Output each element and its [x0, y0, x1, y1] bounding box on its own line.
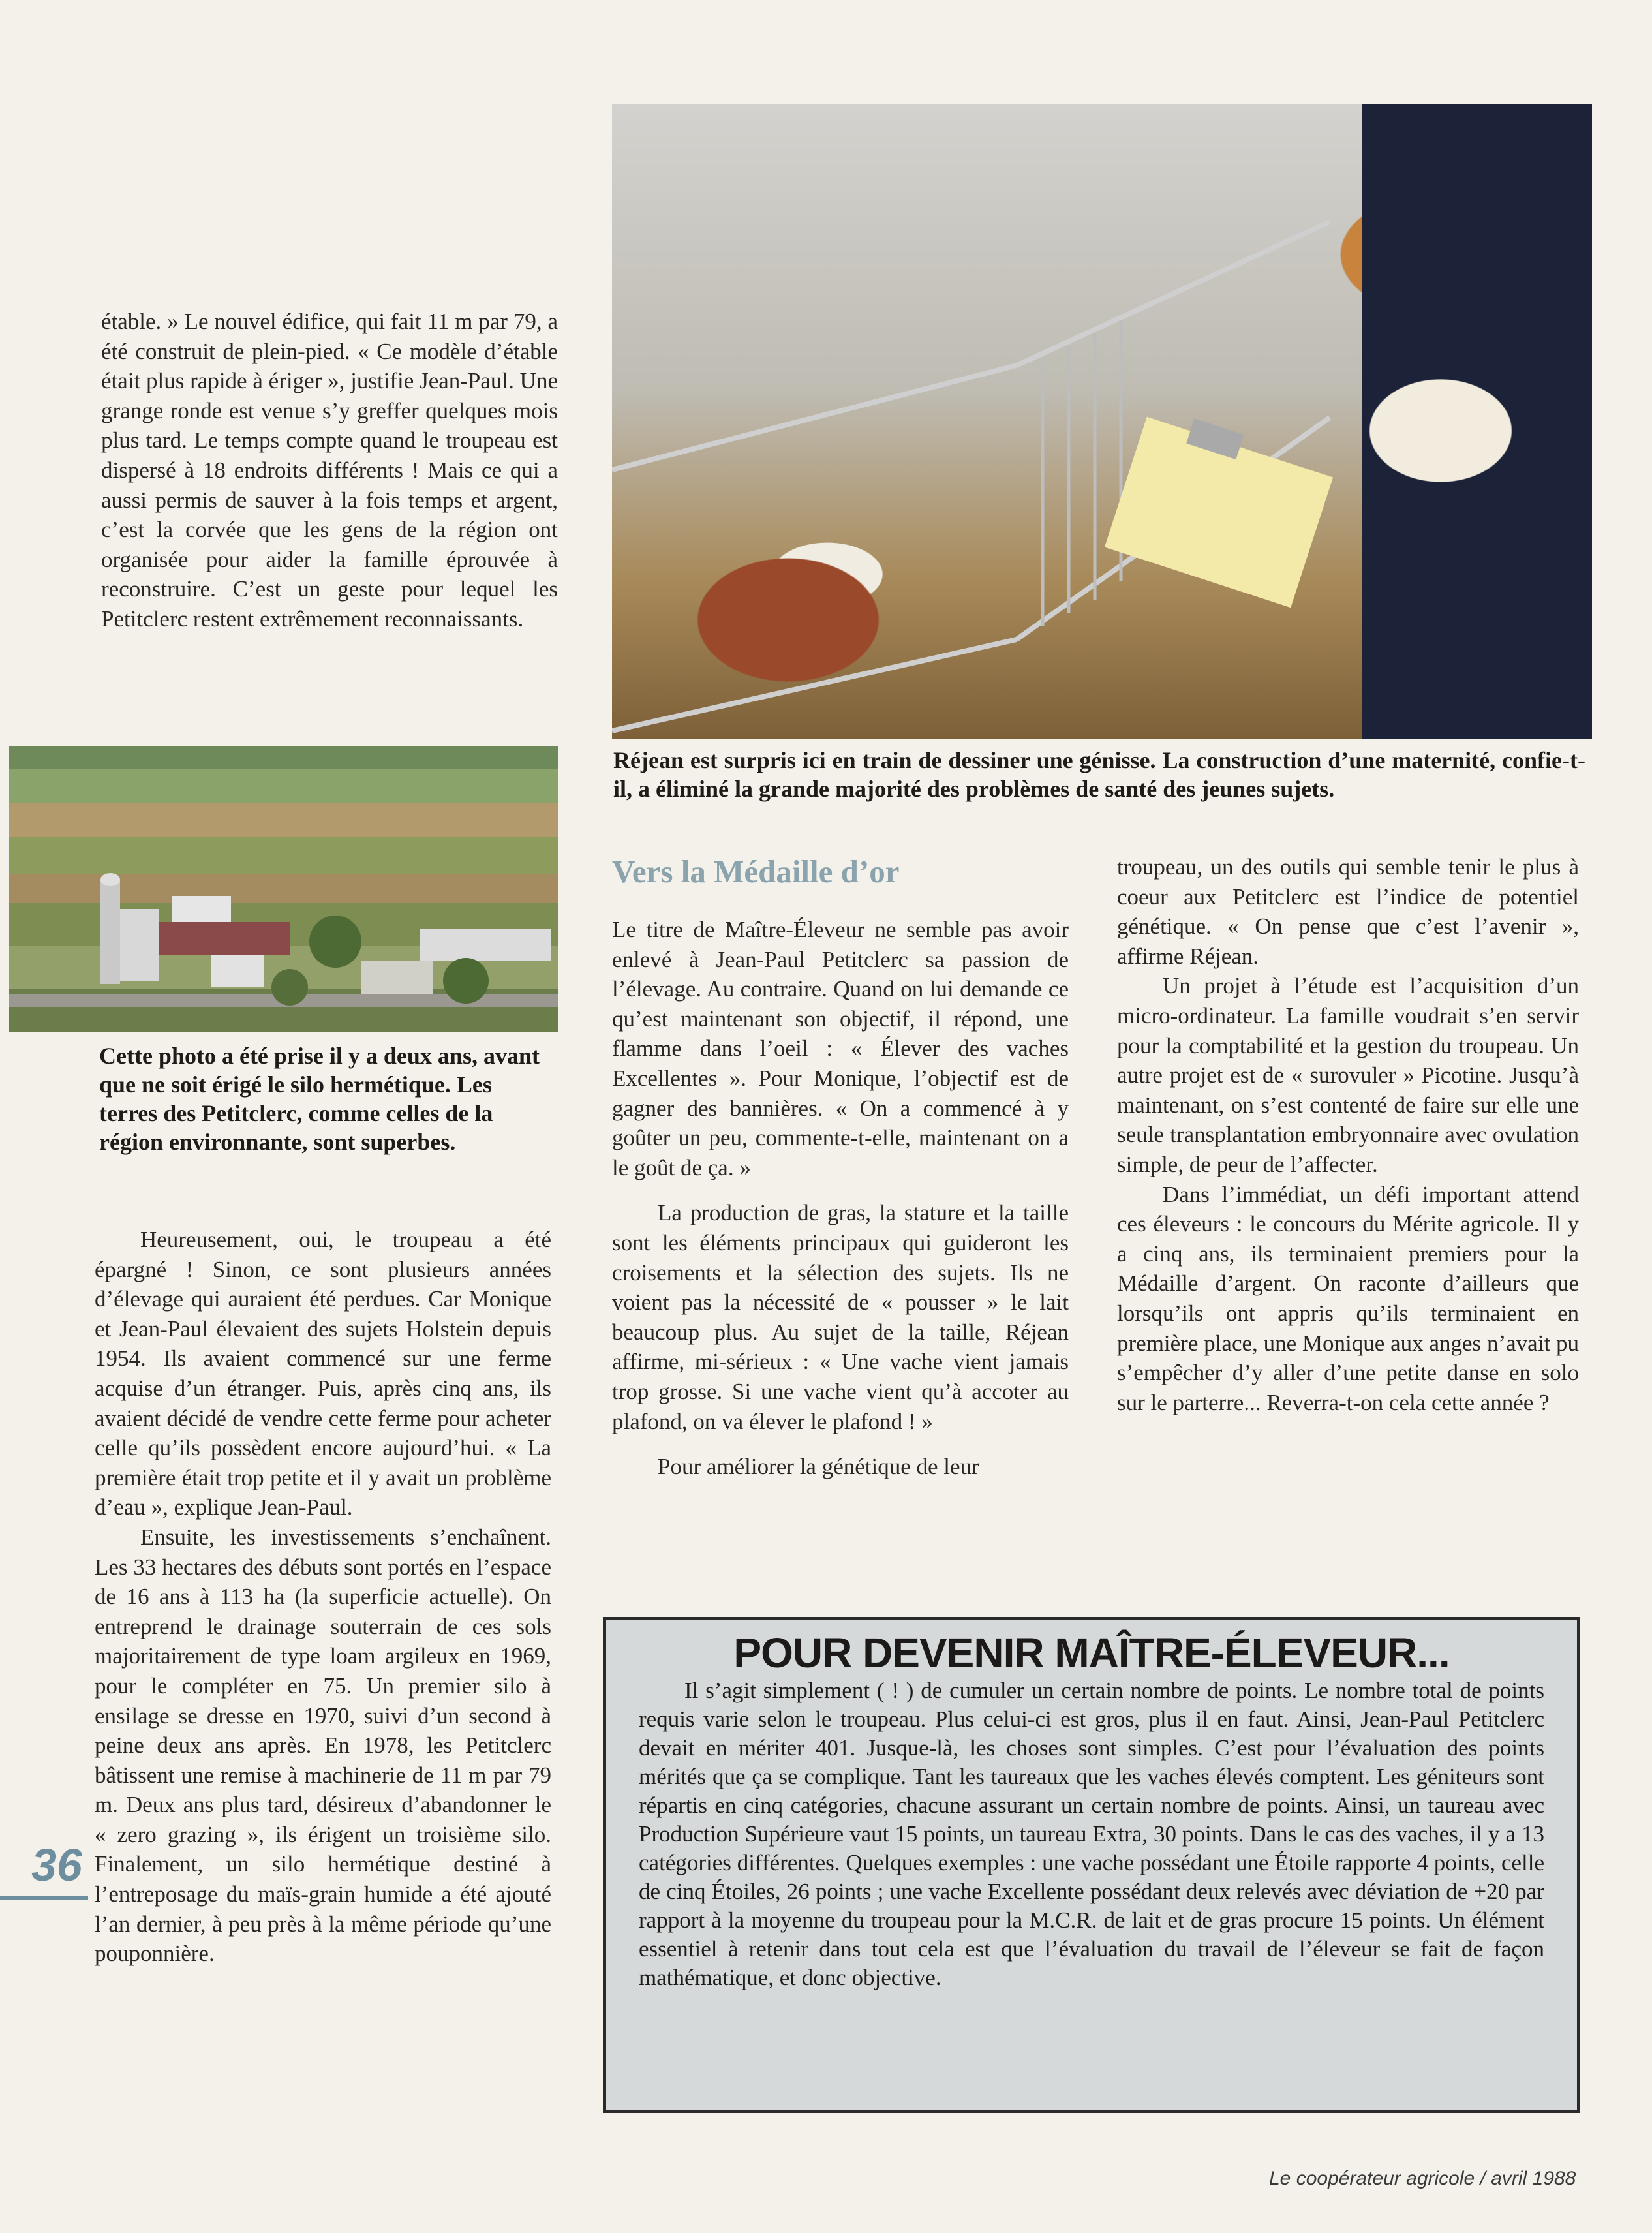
calf-photo-caption: Réjean est surpris ici en train de dessiner une génisse. La construction d’une maternité, confie-t-il, a éliminé la grande majorité des problèmes de santé des jeunes sujets. — [613, 747, 1585, 802]
calf-pen-illustration — [612, 104, 1592, 739]
sidebar-text: Il s’agit simplement ( ! ) de cumuler un certain nombre de points. Le nombre total de points requis varie selon le troupeau. Plus celui-ci est gros, plus il en faut. Ainsi, Jean-Paul Petitclerc devait en mériter 401. Jusque-là, les choses sont simples. C’est pour l’évaluation des points mérités que ça se complique. Tant les taureaux que les vaches élevés comptent. Les géniteurs sont répartis en cinq catégories, chacune assurant un certain nombre de points. Ainsi, un taureau avec Production Supérieure vaut 15 points, un taureau Extra, 30 points. Dans le cas des vaches, il y a 13 catégories différentes. Quelques exemples : une vache possédant une Étoile rapporte 4 points, celle de cinq Étoiles, 26 points ; une vache Excellente possédant deux relevés avec déviation de +20 par rapport à la moyenne du troupeau pour la M.C.R. de lait et de gras procure 15 points. Un élément essentiel à retenir dans tout cela est que l’évaluation du travail de l’éleveur se fait de façon mathématique, et donc objective. — [639, 1678, 1544, 1990]
paragraph: Dans l’immédiat, un défi important attend ces éleveurs : le concours du Mérite agricole. Il y a cinq ans, ils terminaient premiers pour la Médaille d’argent. On raconte d’ailleurs que lorsqu’ils ont appris qu’ils terminaient en première place, une Monique aux anges n’avait pu s’empêcher d’y aller d’une petite danse en solo sur le parterre... Reverra-t-on cela cette année ? — [1117, 1181, 1579, 1415]
article-column-1-top — [101, 307, 558, 634]
calf-pen-photo — [612, 104, 1592, 739]
section-heading: Vers la Médaille d’or — [612, 854, 900, 889]
paragraph: Ensuite, les investissements s’enchaînent. Les 33 hectares des débuts sont portés en l’espace de 16 ans à 113 ha (la superficie actuelle). On entreprend le drainage souterrain de ces sols majoritairement de type loam argileux en 1969, pour le compléter en 75. Un premier silo à ensilage se dresse en 1970, suivi d’un second à peine deux ans après. En 1978, les Petitclerc bâtissent une remise à machinerie de 11 m par 79 m. Deux ans plus tard, désireux d’abandonner le « zero grazing », ils érigent un troisième silo. Finalement, un silo hermétique destiné à l’entreposage du maïs-grain humide a été ajouté l’an dernier, à peu près à la même période qu’une pouponnière. — [95, 1524, 551, 1967]
paragraph: La production de gras, la stature et la taille sont les éléments principaux qui guideront les croisements et la sélection des sujets. Ils ne voient pas la nécessité de « pousser » le lait beaucoup plus. Au sujet de la taille, Réjean affirme, mi-sérieux : « Une vache vient jamais trop grosse. Si une vache vient qu’à accoter au plafond, on va élever le plafond ! » — [612, 1200, 1069, 1434]
article-column-3 — [1117, 852, 1579, 1417]
paragraph: Heureusement, oui, le troupeau a été épargné ! Sinon, ce sont plusieurs années d’élevage qui auraient été perdues. Car Monique et Jean-Paul élevaient des sujets Holstein depuis 1954. Ils avaient commencé sur une ferme acquise d’un étranger. Puis, après cinq ans, ils avaient décidé de vendre cette ferme pour acheter celle qu’ils possèdent encore aujourd’hui. « La première était trop petite et il y avait un problème d’eau », explique Jean-Paul. — [95, 1227, 551, 1520]
paragraph: Le titre de Maître-Éleveur ne semble pas avoir enlevé à Jean-Paul Petitclerc sa passion de l’élevage. Au contraire. Quand on lui demande ce qu’est maintenant son objectif, il répond, une flamme dans l’oeil : « Élever des vaches Excellentes ». Pour Monique, l’objectif est de gagner des bannières. « On a commencé à y goûter un peu, commente-t-elle, maintenant on a le goût de ça. » — [612, 917, 1069, 1180]
page-number: 36 — [31, 1840, 82, 1890]
sidebar-box — [603, 1617, 1580, 2113]
paragraph: Un projet à l’étude est l’acquisition d’un micro-ordinateur. La famille voudrait s’en servir pour la comptabilité et la gestion du troupeau. Un autre projet est de « surovuler » Picotine. Jusqu’à maintenant, on s’est contenté de faire sur elle une seule transplantation embryonnaire avec ovulation simple, de peur de l’affecter. — [1117, 973, 1579, 1177]
paragraph: étable. » Le nouvel édifice, qui fait 11 m par 79, a été construit de plein-pied. « Ce modèle d’étable était plus rapide à ériger », justifie Jean-Paul. Une grange ronde est venue s’y greffer quelques mois plus tard. Le temps compte quand le troupeau est dispersé à 18 endroits différents ! Mais ce qui a aussi permis de sauver à la fois temps et argent, c’est la corvée que les gens de la région ont organisée pour aider la famille éprouvée à reconstruire. C’est un geste pour lequel les Petitclerc restent extrêmement reconnaissants. — [101, 309, 558, 632]
aerial-photo-caption: Cette photo a été prise il y a deux ans, avant que ne soit érigé le silo hermétique. Les terres des Petitclerc, comme celles de la région environnante, sont superbes. — [99, 1043, 540, 1155]
publication-footer: Le coopérateur agricole / avril 1988 — [1269, 2168, 1576, 2189]
paragraph: Pour améliorer la génétique de leur — [658, 1454, 979, 1480]
sidebar-title: POUR DEVENIR MAÎTRE-ÉLEVEUR... — [733, 1629, 1450, 1676]
article-column-1-bottom — [95, 1225, 551, 1969]
paragraph: troupeau, un des outils qui semble tenir le plus à coeur aux Petitclerc est l’indice de potentiel génétique. « On pense que c’est l’avenir », affirme Réjean. — [1117, 854, 1579, 969]
aerial-farm-photo — [9, 746, 558, 1032]
farm-buildings-illustration — [9, 746, 558, 1032]
page-number-rule — [0, 1896, 88, 1900]
article-column-2 — [612, 852, 1069, 1482]
